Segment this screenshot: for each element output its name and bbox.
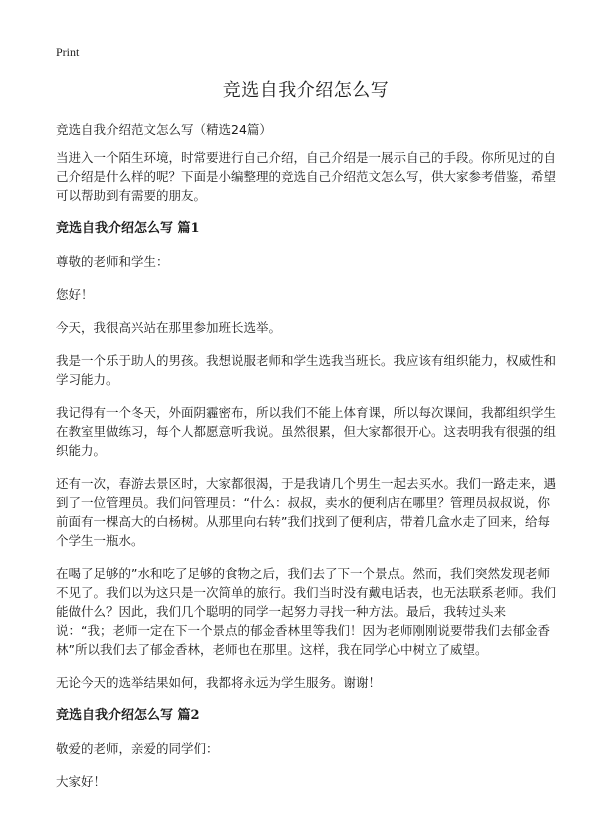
section-1-paragraph: 我记得有一个冬天，外面阴霾密布，所以我们不能上体育课，所以每次课间，我都组织学生在教室里做练习，每个人都愿意听我说。虽然很累，但大家都很开心。这表明我有很强的组织能力。 [56,405,557,458]
section-1-paragraph: 在喝了足够的”水和吃了足够的食物之后，我们去了下一个景点。然而，我们突然发现老师不见了。我们以为这只是一次简单的旅行。我们当时没有戴电话表，也无法联系老师。我们能做什么？因此，我们几个聪明的同学一起努力寻找一种方法。最后，我转过头来说：“我；老师一定在下一个景点的郁金香林里等我们！因为老师刚刚说要带我们去郁金香林”所以我们去了郁金香林，老师也在那里。这样，我在同学心中树立了威望。 [56,566,557,657]
section-heading-1: 竞选自我介绍怎么写 篇1 [56,221,200,236]
section-2-hello: 大家好！ [56,774,107,789]
intro-paragraph: 当进入一个陌生环境，时常要进行自己介绍，自己介绍是一展示自己的手段。你所见过的自己介绍是什么样的呢？下面是小编整理的竞选自己介绍范文怎么写，供大家参考借鉴，希望可以帮助到有需要的朋友。 [56,150,557,203]
section-1-paragraph: 我是一个乐于助人的男孩。我想说服老师和学生选我当班长。我应该有组织能力，权威性和学习能力。 [56,353,557,387]
section-heading-2: 竞选自我介绍怎么写 篇2 [56,708,200,723]
section-1-paragraph: 今天，我很高兴站在那里参加班长选举。 [56,320,282,335]
page-title: 竞选自我介绍怎么写 [222,80,390,101]
section-1-closing: 无论今天的选举结果如何，我都将永远为学生服务。谢谢！ [56,675,382,690]
document-subtitle: 竞选自我介绍范文怎么写（精选24篇） [56,122,272,137]
section-1-greeting: 尊敬的老师和学生： [56,254,169,269]
section-1-paragraph: 还有一次，春游去景区时，大家都很渴，于是我请几个男生一起去买水。我们一路走来，遇到了一位管理员。我们问管理员：“什么：叔叔，卖水的便利店在哪里？管理员叔叔说，你前面有一棵高大的白杨树。从那里向右转”我们找到了便利店，带着几盒水走了回来，给每个学生一瓶水。 [56,476,557,548]
section-1-hello: 您好！ [56,287,94,302]
print-label[interactable]: Print [56,45,80,59]
section-2-greeting: 敬爱的老师，亲爱的同学们： [56,741,219,756]
